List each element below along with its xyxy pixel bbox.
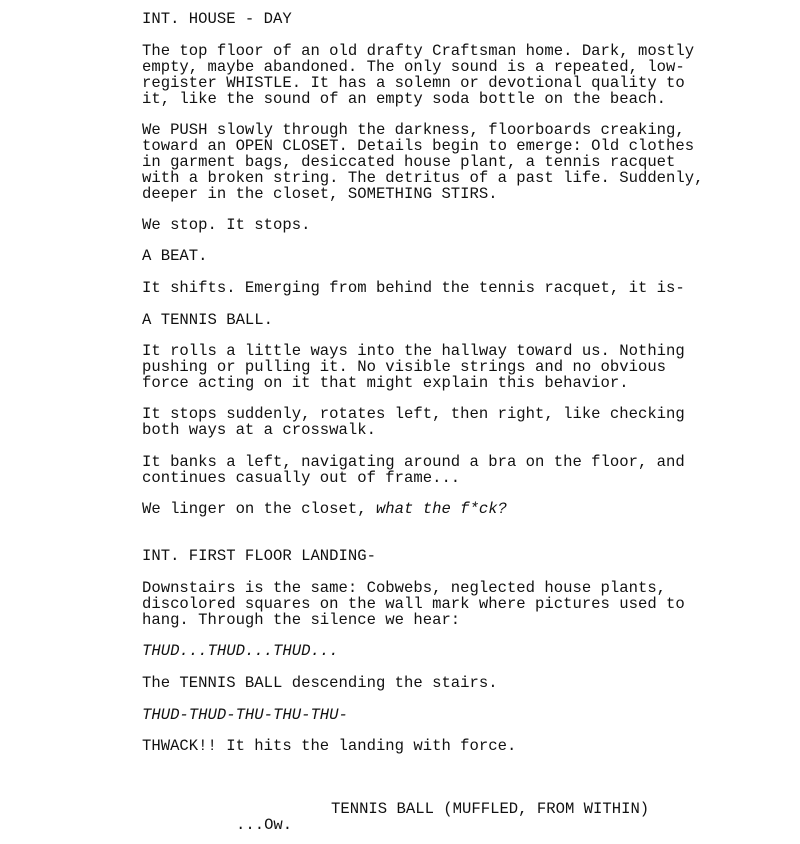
action-line: deeper in the closet, SOMETHING STIRS. xyxy=(142,185,498,203)
action-line xyxy=(142,502,507,518)
dialogue-line: ...Ow. xyxy=(236,816,293,834)
action-line: continues casually out of frame... xyxy=(142,469,461,487)
action-line: The top floor of an old drafty Craftsman home. Dark, mostly xyxy=(142,42,695,60)
action-line: discolored squares on the wall mark where pictures used to xyxy=(142,595,685,613)
sound-effect: THUD-THUD-THU-THU-THU- xyxy=(142,706,348,724)
action-line: hang. Through the silence we hear: xyxy=(142,611,461,629)
action-line: It stops suddenly, rotates left, then right, like checking xyxy=(142,405,685,423)
italic-emphasis: what the f*ck? xyxy=(375,500,507,518)
action-line: It rolls a little ways into the hallway toward us. Nothing xyxy=(142,342,685,360)
action-line: We PUSH slowly through the darkness, floorboards creaking, xyxy=(142,121,685,139)
action-line: It banks a left, navigating around a bra on the floor, and xyxy=(142,453,685,471)
action-line: A TENNIS BALL. xyxy=(142,311,274,329)
action-line: with a broken string. The detritus of a past life. Suddenly, xyxy=(142,169,704,187)
character-cue: TENNIS BALL (MUFFLED, FROM WITHIN) xyxy=(331,800,650,818)
action-line: We stop. It stops. xyxy=(142,216,311,234)
action-line: it, like the sound of an empty soda bottle on the beach. xyxy=(142,90,667,108)
action-line: The TENNIS BALL descending the stairs. xyxy=(142,674,498,692)
action-line: THWACK!! It hits the landing with force. xyxy=(142,737,517,755)
action-line: toward an OPEN CLOSET. Details begin to emerge: Old clothes xyxy=(142,137,695,155)
action-line: register WHISTLE. It has a solemn or devotional quality to xyxy=(142,74,685,92)
action-line: force acting on it that might explain this behavior. xyxy=(142,374,629,392)
action-line: in garment bags, desiccated house plant, a tennis racquet xyxy=(142,153,676,171)
scene-heading: INT. HOUSE - DAY xyxy=(142,10,292,28)
scene-heading: INT. FIRST FLOOR LANDING- xyxy=(142,547,376,565)
action-line: A BEAT. xyxy=(142,247,208,265)
action-line: Downstairs is the same: Cobwebs, neglected house plants, xyxy=(142,579,667,597)
action-line: pushing or pulling it. No visible strings and no obvious xyxy=(142,358,667,376)
sound-effect: THUD...THUD...THUD... xyxy=(142,642,339,660)
action-line: It shifts. Emerging from behind the tennis racquet, it is- xyxy=(142,279,685,297)
action-line: both ways at a crosswalk. xyxy=(142,421,376,439)
action-line: empty, maybe abandoned. The only sound is a repeated, low- xyxy=(142,58,685,76)
action-text: We linger on the closet, xyxy=(142,500,376,518)
